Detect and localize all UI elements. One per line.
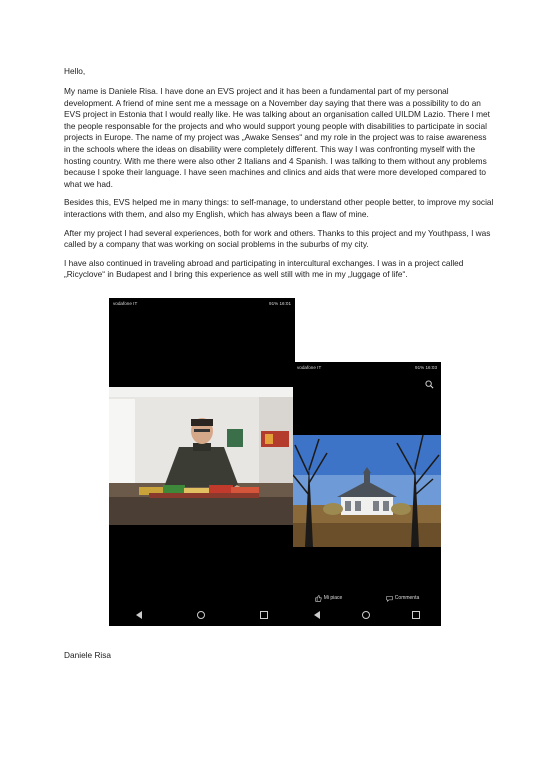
signature: Daniele Risa [64,650,112,660]
carrier-label: vodafone IT [113,301,138,306]
android-nav-bar [293,604,441,626]
photo-park-pavilion [293,435,441,547]
comment-icon [386,595,393,602]
phone-screenshot-2 [293,362,441,626]
status-bar [293,362,441,374]
greeting: Hello, [64,66,86,76]
paragraph: I have also continued in traveling abroad and participating in intercultural exchanges. I was in a project called „Ricyclove“ in Budapest and I bring this experience as well still with me in my „luggage of life“. [64,257,464,280]
comment-label: Commenta [394,595,420,601]
status-right: 91% 16:03 [415,365,437,370]
back-icon[interactable] [136,611,142,619]
status-right: 91% 16:01 [269,301,291,306]
thumbs-up-icon [315,595,322,602]
paragraph: My name is Daniele Risa. I have done an EVS project and it has been a fundamental part of my personal development. A friend of mine sent me a message on a November day saying that there was a possibility to do an EVS project in Estonia that I would really like. He was talking about an organisation called UILDM Lazio. There I met the people responsable for the projects and who would support young people with disabilities to participate in social projects in Europe. The name of my project was „Awake Senses“ and my role in the project was to raise awareness in the schools where the ideas on disability were completely different. This way I was confronting myself with the hosting country. With me there were also other 2 Italians and 4 Spanish. I was talking to them without any problems because I spoke their language. I have seen machines and clinics and aids that were more developed compared to what we had. [64,86,490,189]
home-icon[interactable] [197,611,205,619]
paragraph: Besides this, EVS helped me in many things: to self-manage, to understand other people better, to improve my social interactions with them, and also my English, which has always been a flaw of mine. [64,197,494,219]
home-icon[interactable] [362,611,370,619]
recent-apps-icon[interactable] [260,611,268,619]
photo-person-at-table [109,387,295,525]
letter-body [64,86,494,288]
android-nav-bar [109,604,295,626]
comment-button[interactable] [386,595,419,602]
like-button[interactable] [315,595,343,602]
back-icon[interactable] [314,611,320,619]
like-label: Mi piace [323,595,343,601]
carrier-label: vodafone IT [297,365,322,370]
paragraph: After my project I had several experiences, both for work and others. Thanks to this project and my Youthpass, I was called by a company that was working on social problems in the suburbs of my city. [64,227,491,250]
status-bar [109,298,295,310]
recent-apps-icon[interactable] [412,611,420,619]
search-icon[interactable] [425,380,434,389]
phone-screenshot-1 [109,298,295,626]
